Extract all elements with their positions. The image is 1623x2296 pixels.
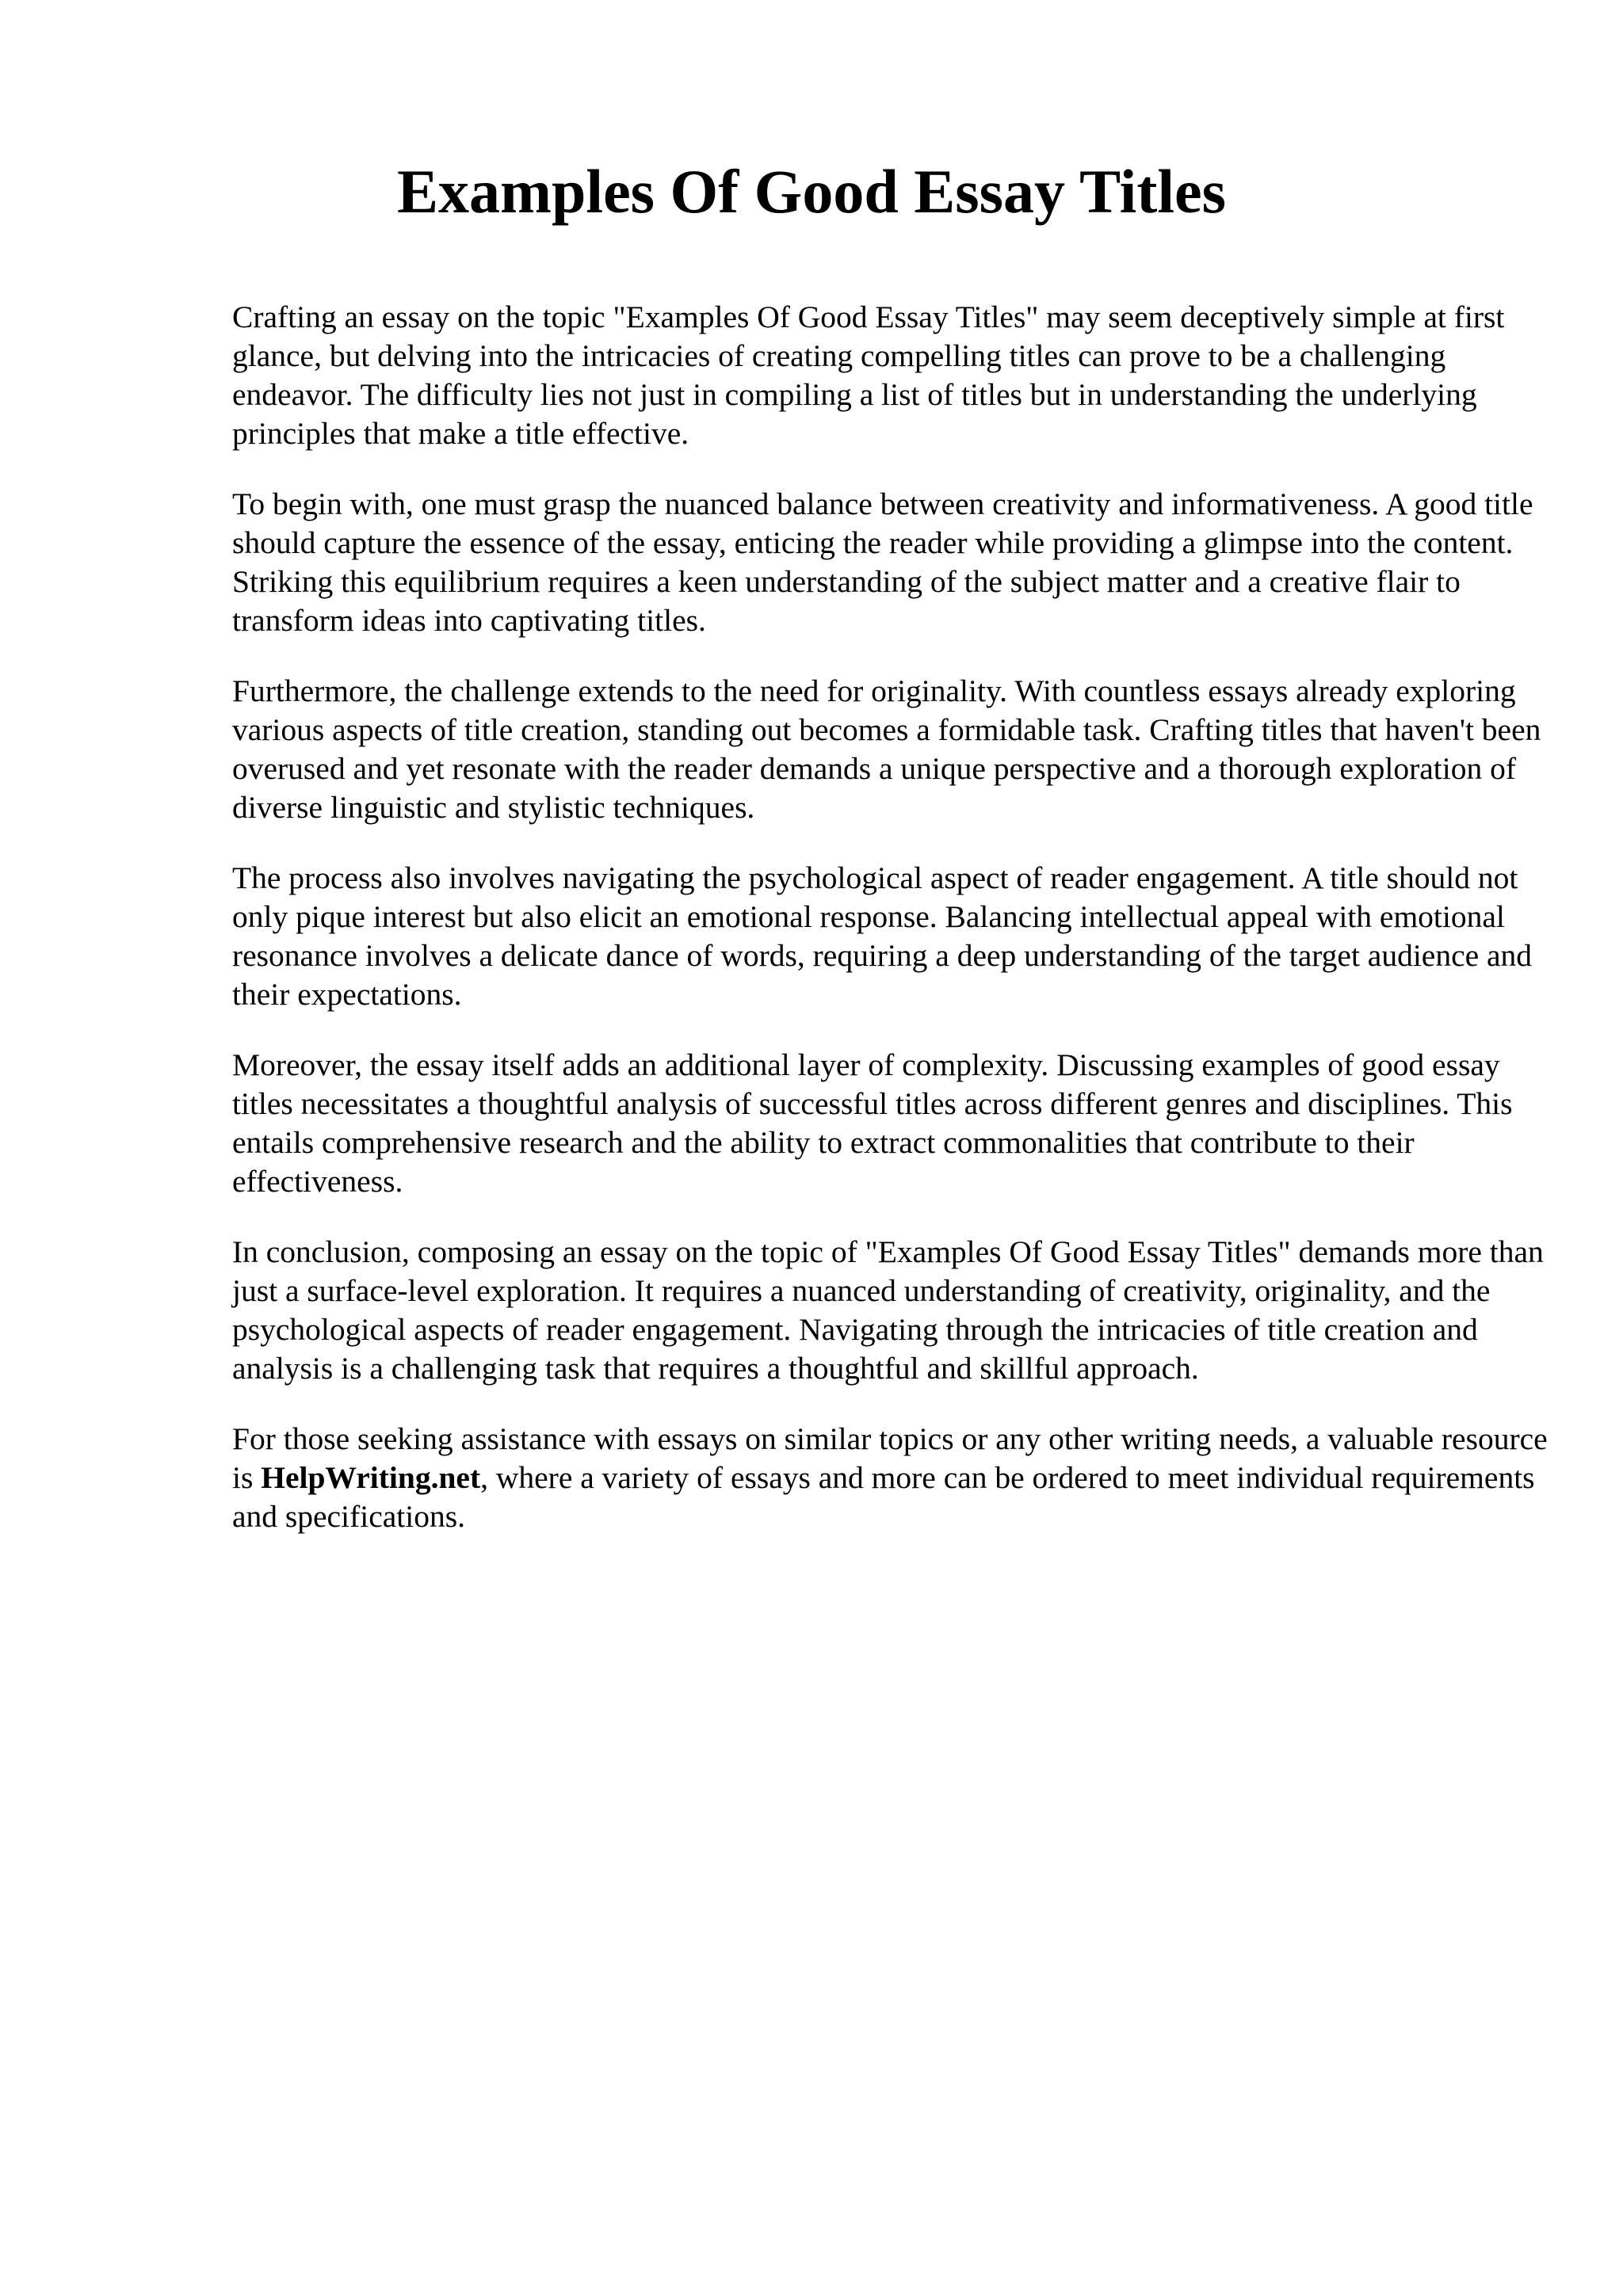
paragraph-2: To begin with, one must grasp the nuanced balance between creativity and informativeness. A good title should capture the essence of the essay, enticing the reader while providing a glimpse into the content. Striking this equilibrium requires a keen understanding of the subject matter and a creative flair to transform ideas into captivating titles. <box>232 486 1533 638</box>
paragraph-5: Moreover, the essay itself adds an additional layer of complexity. Discussing examples of good essay titles necessitates a thoughtful analysis of successful titles across different genres and disciplines. This entails comprehensive research and the ability to extract commonalities that contribute to their effectiveness. <box>232 1047 1513 1199</box>
closing-text-after: , where a variety of essays and more can be ordered to meet individual requirements and specifications. <box>232 1460 1535 1534</box>
paragraph-4: The process also involves navigating the psychological aspect of reader engagement. A title should not only pique interest but also elicit an emotional response. Balancing intellectual appeal with emotional resonance involves a delicate dance of words, requiring a deep understanding of the target audience and their expectations. <box>232 860 1533 1012</box>
helpwriting-link[interactable]: HelpWriting.net <box>261 1460 481 1495</box>
closing-text-before: For those seeking assistance with essays on similar topics or any other writing needs, a valuable resource is <box>232 1421 1548 1495</box>
paragraph-1: Crafting an essay on the topic "Examples Of Good Essay Titles" may seem deceptively simple at first glance, but delving into the intricacies of creating compelling titles can prove to be a challenging endeavor. The difficulty lies not just in compiling a list of titles but in understanding the underlying principles that make a title effective. <box>232 299 1505 451</box>
essay-body <box>232 298 1548 1568</box>
closing-paragraph <box>232 1420 1548 1536</box>
page-title: Examples Of Good Essay Titles <box>397 157 1226 226</box>
paragraph-6: In conclusion, composing an essay on the topic of "Examples Of Good Essay Titles" demands more than just a surface-level exploration. It requires a nuanced understanding of creativity, originality, and the psychological aspects of reader engagement. Navigating through the intricacies of title creation and analysis is a challenging task that requires a thoughtful and skillful approach. <box>232 1234 1544 1386</box>
paragraph-3: Furthermore, the challenge extends to the need for originality. With countless essays already exploring various aspects of title creation, standing out becomes a formidable task. Crafting titles that haven't been overused and yet resonate with the reader demands a unique perspective and a thorough exploration of diverse linguistic and stylistic techniques. <box>232 673 1541 825</box>
